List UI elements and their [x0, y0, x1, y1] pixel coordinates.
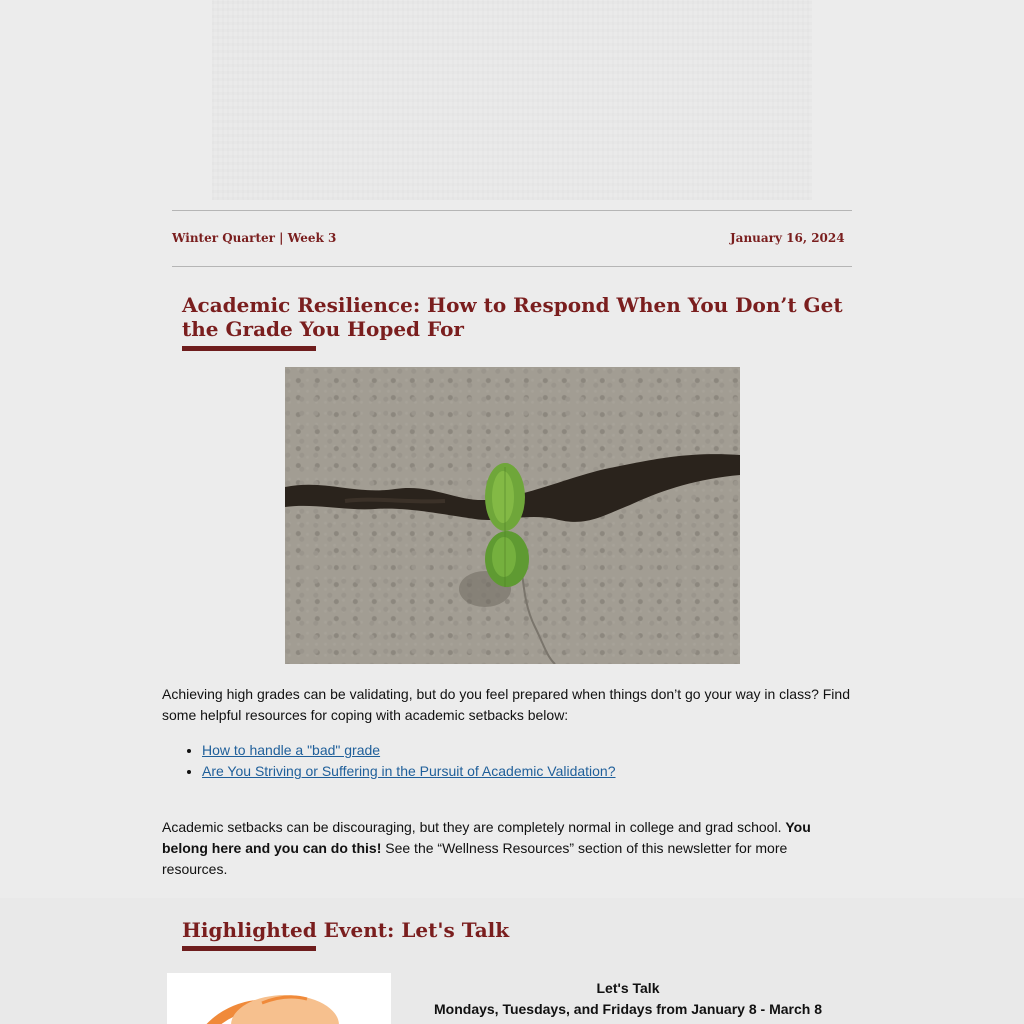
event-name: Let's Talk	[596, 980, 660, 996]
article-title: Academic Resilience: How to Respond When You Don’t Get the Grade You Hoped For	[182, 293, 843, 341]
article-title-underline	[182, 346, 316, 351]
closing-text-end: See the “Wellness Resources” section of this newsletter for more resources.	[162, 840, 788, 877]
resource-link-list	[202, 740, 616, 782]
article-intro: Achieving high grades can be validating, but do you feel prepared when things don’t go your way in class? Find some helpful resources for coping with academic setbacks below:	[162, 686, 850, 723]
list-item	[202, 761, 616, 782]
closing-emphasis: You belong here and you can do this!	[162, 819, 811, 856]
list-item	[202, 740, 616, 761]
header-divider-bottom	[172, 266, 852, 267]
event-section-title: Highlighted Event: Let's Talk	[182, 918, 510, 942]
issue-date: January 16, 2024	[730, 231, 845, 245]
academic-validation-link[interactable]: Are You Striving or Suffering in the Pursuit of Academic Validation?	[202, 763, 616, 779]
event-title-underline	[182, 946, 316, 951]
seedling-in-concrete-image	[285, 367, 740, 664]
bad-grade-link[interactable]: How to handle a "bad" grade	[202, 742, 381, 758]
header-divider-top	[172, 210, 852, 211]
closing-text-start: Academic setbacks can be discouraging, but they are completely normal in college and grad school.	[162, 819, 786, 835]
quarter-week-label: Winter Quarter | Week 3	[172, 231, 337, 245]
event-schedule: Mondays, Tuesdays, and Fridays from January 8 - March 8	[434, 1001, 822, 1017]
lets-talk-illustration	[167, 973, 391, 1024]
article-closing	[162, 817, 852, 880]
newsletter-header-banner	[212, 0, 812, 200]
